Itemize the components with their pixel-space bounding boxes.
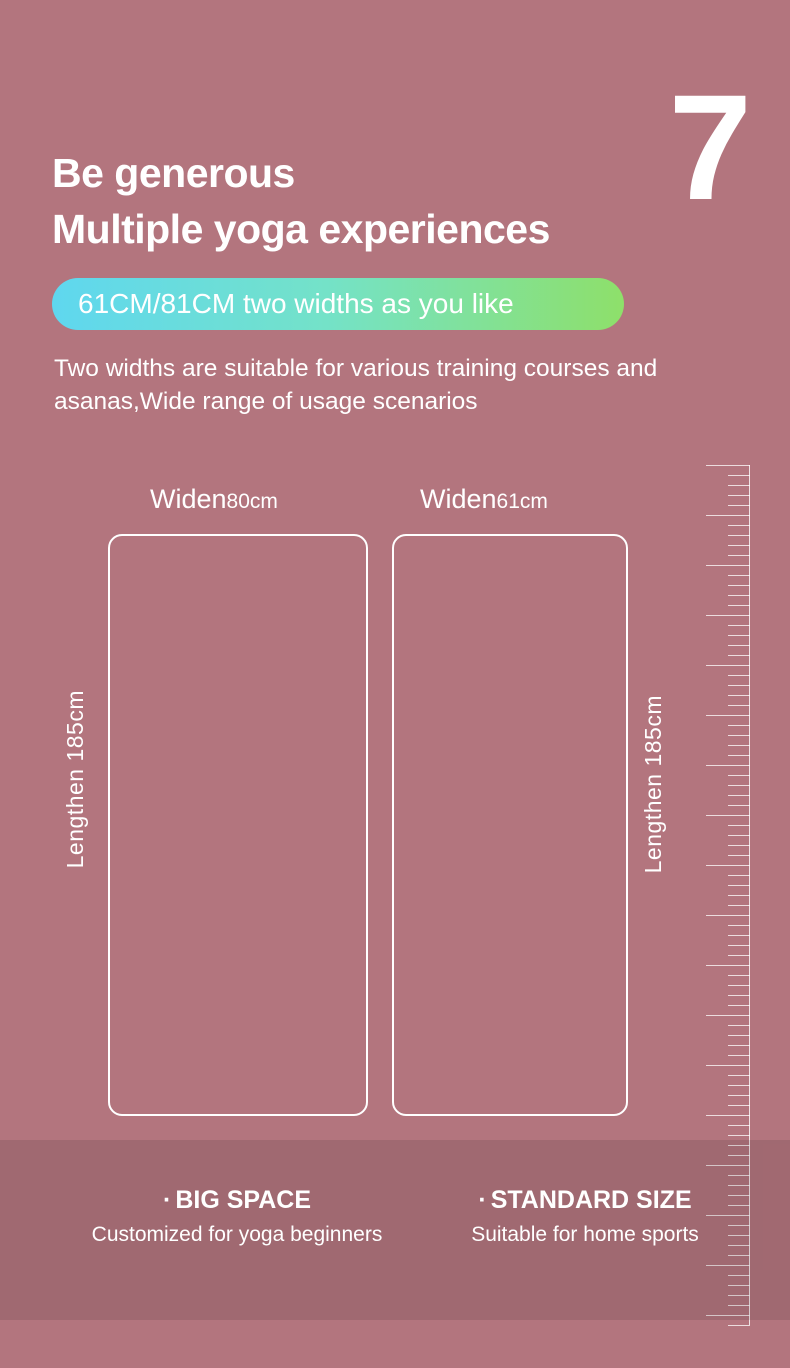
ruler-tick — [728, 655, 750, 656]
ruler-tick — [728, 975, 750, 976]
ruler-tick — [728, 525, 750, 526]
mat-b-width-value: 61cm — [496, 490, 548, 513]
ruler-tick — [728, 1325, 750, 1326]
ruler-tick — [728, 1075, 750, 1076]
headline-line-2: Multiple yoga experiences — [52, 206, 550, 252]
ruler-tick — [728, 995, 750, 996]
ruler-tick — [728, 485, 750, 486]
ruler-tick — [728, 1045, 750, 1046]
mat-outline-standard — [392, 534, 628, 1116]
ruler-tick — [728, 835, 750, 836]
ruler-tick — [728, 505, 750, 506]
ruler-tick — [728, 625, 750, 626]
ruler-tick — [728, 1055, 750, 1056]
ruler-tick — [728, 1135, 750, 1136]
ruler-tick — [728, 475, 750, 476]
ruler-tick — [728, 605, 750, 606]
section-number: 7 — [668, 63, 748, 231]
mat-outline-wide — [108, 534, 368, 1116]
ruler-tick — [728, 935, 750, 936]
size-diagram — [0, 460, 790, 1160]
ruler-tick — [728, 775, 750, 776]
ruler-tick — [706, 715, 750, 716]
ruler-tick — [728, 825, 750, 826]
ruler-tick — [706, 1115, 750, 1116]
mat-b-width-label — [420, 484, 548, 515]
highlight-pill — [52, 278, 624, 330]
ruler-tick — [706, 465, 750, 466]
subtitle-paragraph: Two widths are suitable for various training courses and asanas,Wide range of usage scenarios — [54, 355, 658, 415]
ruler-tick — [728, 1005, 750, 1006]
ruler-tick — [728, 1125, 750, 1126]
ruler-tick — [728, 1025, 750, 1026]
ruler-tick — [728, 535, 750, 536]
ruler-tick — [728, 905, 750, 906]
ruler-tick — [728, 895, 750, 896]
ruler-tick — [728, 1095, 750, 1096]
ruler-tick — [728, 1085, 750, 1086]
ruler-tick — [706, 915, 750, 916]
ruler-tick — [728, 1105, 750, 1106]
feature-big-space-title — [72, 1186, 402, 1215]
ruler-tick — [706, 815, 750, 816]
ruler-tick — [728, 875, 750, 876]
bullet-dot-icon: · — [478, 1186, 487, 1214]
feature-standard-size-title-text: STANDARD SIZE — [490, 1186, 692, 1214]
ruler-tick — [706, 515, 750, 516]
ruler-tick — [728, 545, 750, 546]
ruler-tick — [706, 965, 750, 966]
ruler-tick — [728, 645, 750, 646]
ruler-tick — [728, 695, 750, 696]
highlight-pill-label: 61CM/81CM two widths as you like — [78, 288, 514, 319]
feature-standard-size-desc: Suitable for home sports — [471, 1223, 699, 1246]
mat-a-width-value: 80cm — [226, 490, 278, 513]
feature-standard-size — [420, 1186, 750, 1247]
ruler-tick — [706, 1015, 750, 1016]
ruler-tick — [728, 785, 750, 786]
feature-big-space-title-text: BIG SPACE — [175, 1186, 311, 1214]
ruler-tick — [728, 495, 750, 496]
ruler-tick — [706, 565, 750, 566]
mat-b-width-title: Widen — [420, 484, 497, 514]
ruler-tick — [728, 885, 750, 886]
ruler-tick — [728, 635, 750, 636]
ruler-tick — [728, 595, 750, 596]
ruler-tick — [728, 855, 750, 856]
ruler-tick — [706, 615, 750, 616]
ruler-tick — [728, 755, 750, 756]
ruler-tick — [728, 795, 750, 796]
ruler-tick — [728, 735, 750, 736]
ruler-tick — [706, 665, 750, 666]
ruler-tick — [728, 575, 750, 576]
ruler-tick — [728, 705, 750, 706]
page-title — [52, 145, 550, 257]
ruler-tick — [728, 845, 750, 846]
ruler-tick — [728, 685, 750, 686]
ruler-tick — [728, 805, 750, 806]
mat-b-length-label: Lengthen 185cm — [640, 695, 666, 874]
ruler-tick — [728, 745, 750, 746]
ruler-tick — [728, 955, 750, 956]
feature-big-space-desc: Customized for yoga beginners — [91, 1223, 383, 1246]
bullet-dot-icon: · — [163, 1186, 172, 1214]
ruler-tick — [728, 925, 750, 926]
ruler-tick — [706, 865, 750, 866]
mat-a-width-title: Widen — [150, 484, 227, 514]
mat-a-width-label — [150, 484, 278, 515]
ruler-tick — [728, 725, 750, 726]
headline-line-1: Be generous — [52, 150, 295, 196]
ruler-tick — [728, 555, 750, 556]
ruler-tick — [728, 1035, 750, 1036]
ruler-tick — [728, 945, 750, 946]
feature-standard-size-title — [420, 1186, 750, 1215]
feature-big-space — [72, 1186, 402, 1247]
ruler-tick — [728, 985, 750, 986]
ruler-tick — [728, 585, 750, 586]
mat-a-length-label: Lengthen 185cm — [62, 690, 88, 869]
ruler-tick — [706, 765, 750, 766]
ruler-tick — [728, 675, 750, 676]
ruler-tick — [706, 1065, 750, 1066]
